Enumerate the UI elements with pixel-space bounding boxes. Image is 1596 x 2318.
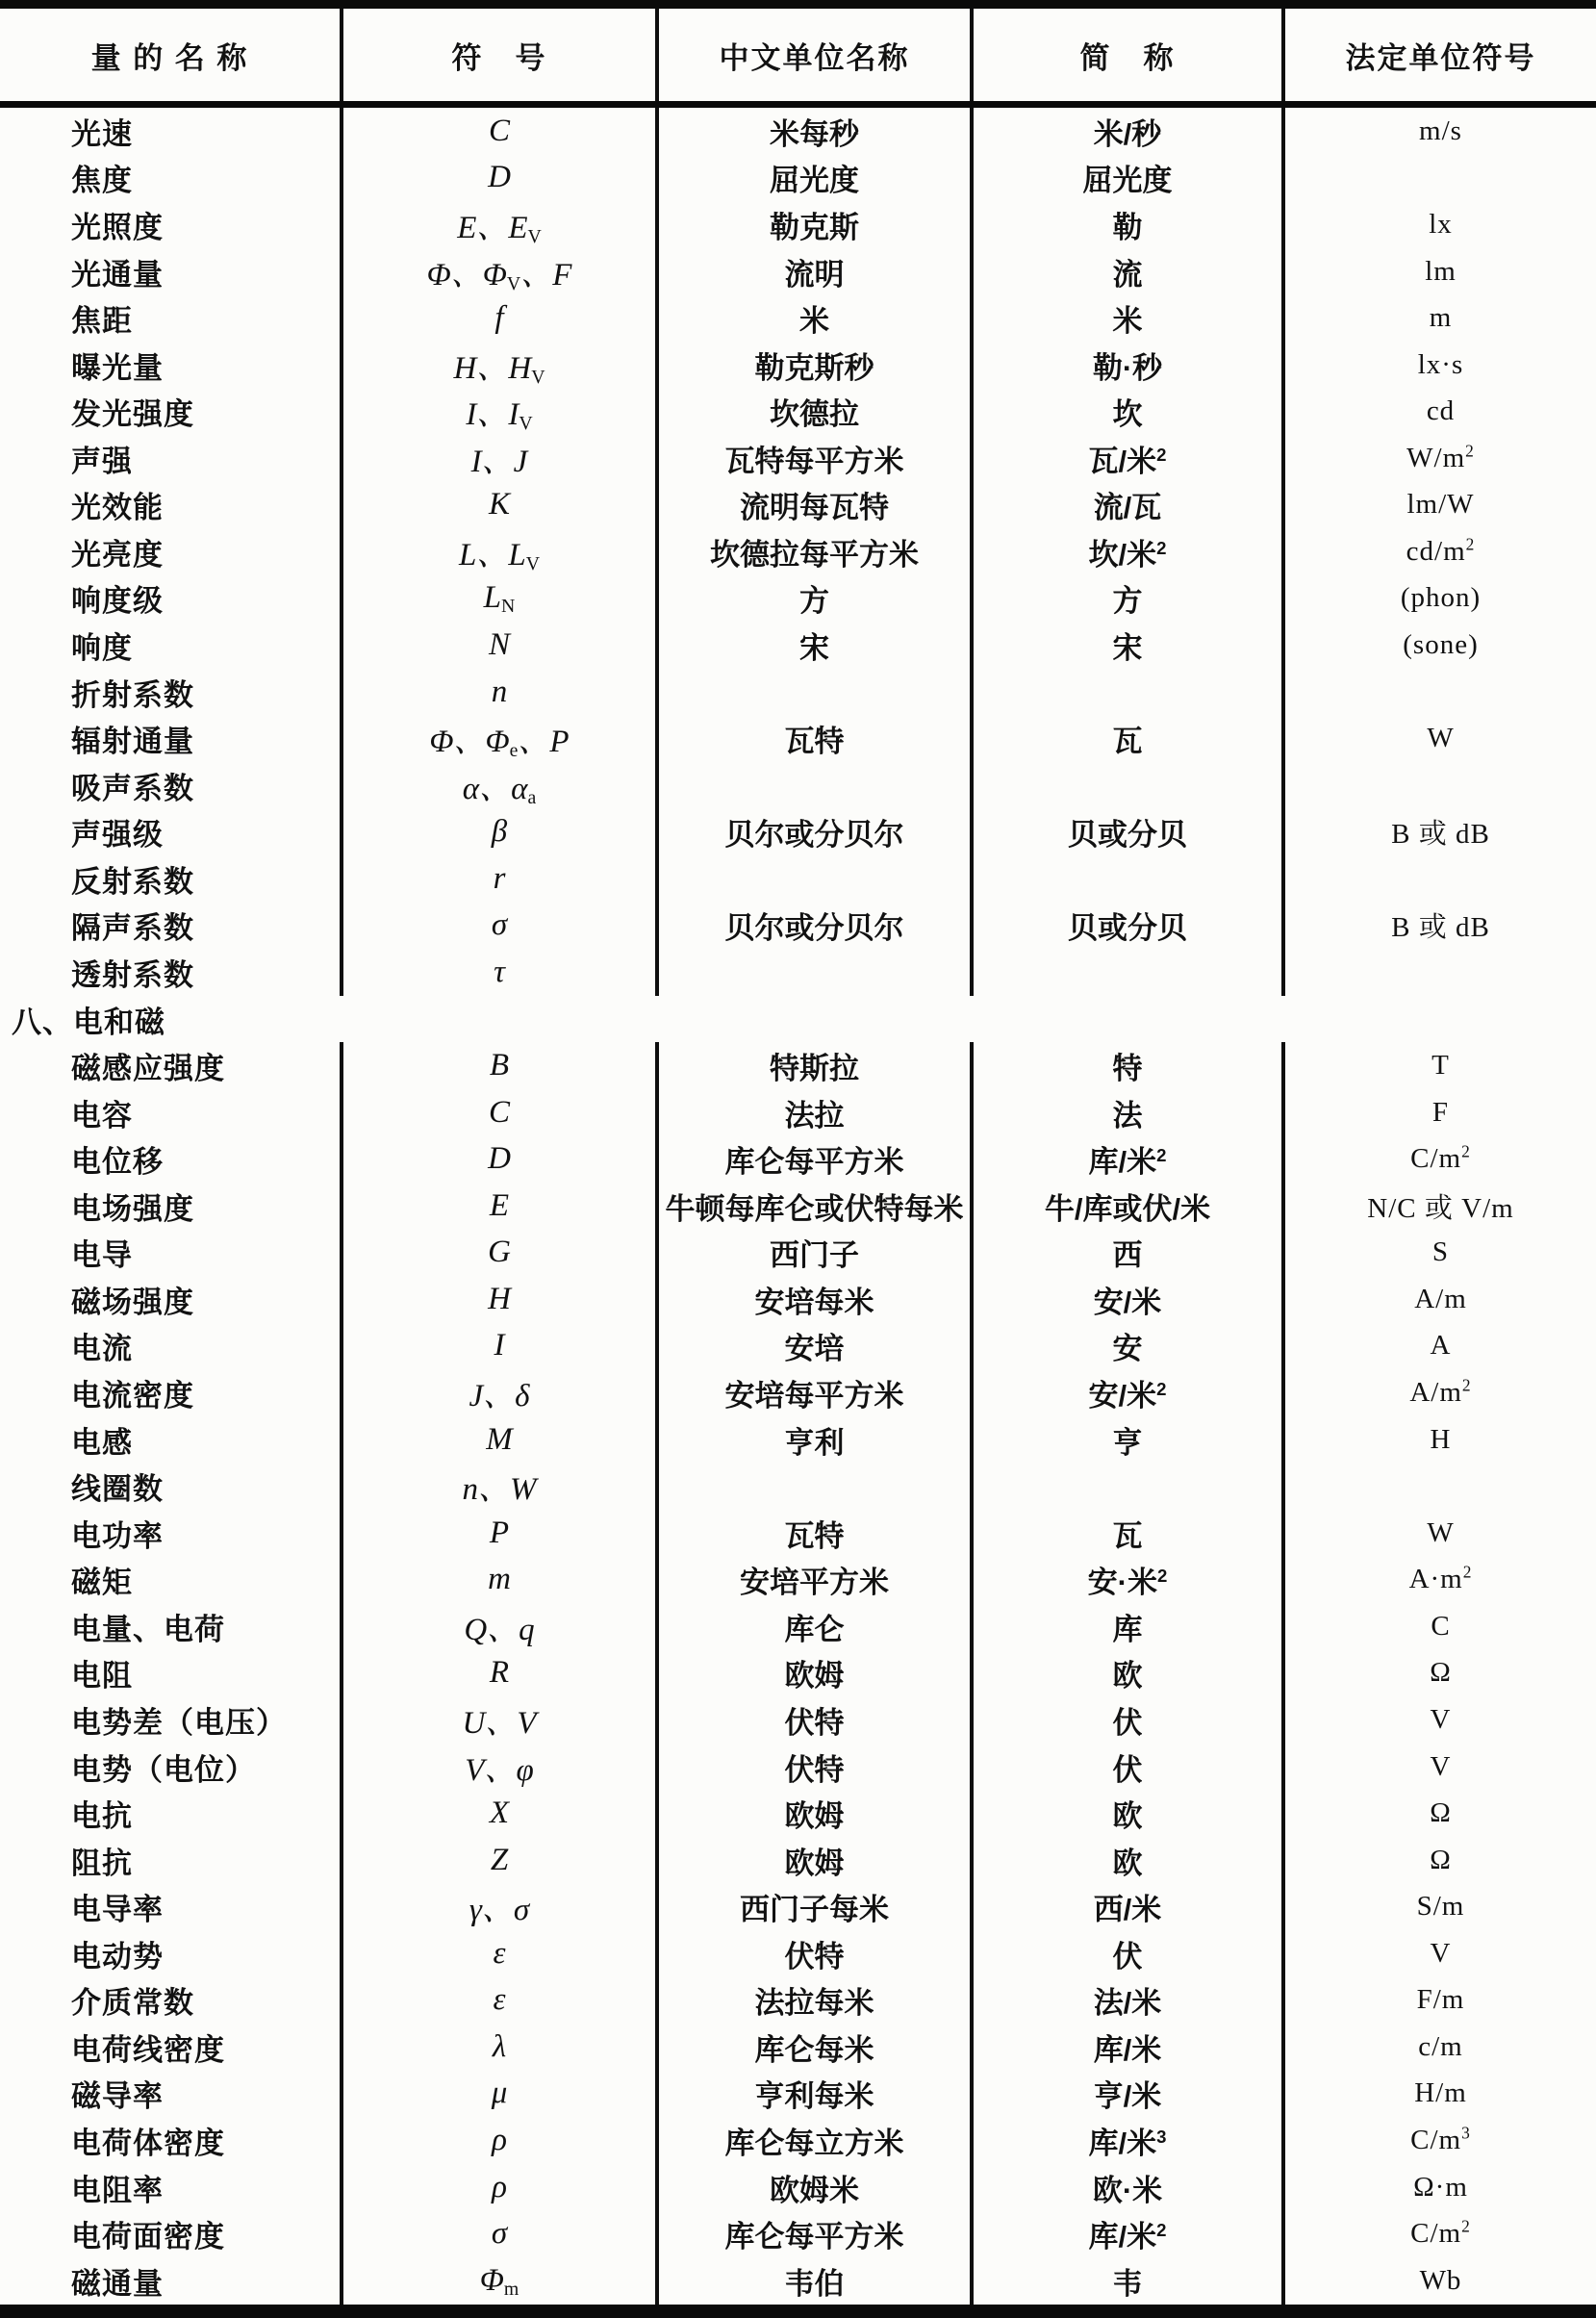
cell-legal-unit-symbol: cd xyxy=(1283,388,1596,435)
cell-symbol: P xyxy=(342,1510,657,1557)
cell-quantity-name: 电流密度 xyxy=(71,1379,194,1414)
cell-chinese-unit-name: 伏特 xyxy=(657,1744,972,1791)
cell-legal-unit-symbol: $cd/m^2$ xyxy=(1283,528,1596,575)
cell-short-name: 法/米 xyxy=(972,1977,1283,2025)
cell-quantity-name: 电荷线密度 xyxy=(71,2032,225,2067)
cell-legal-unit-symbol xyxy=(1283,949,1596,996)
cell-short-name: 安/米 xyxy=(972,1276,1283,1323)
cell-short-name: 安·米$^2$ xyxy=(972,1556,1283,1603)
cell-chinese-unit-name: 安培每米 xyxy=(657,1276,972,1323)
cell-short-name: 米 xyxy=(972,294,1283,342)
cell-symbol: f xyxy=(342,294,657,342)
table-row xyxy=(0,1837,1596,1884)
table-row xyxy=(0,2071,1596,2118)
cell-symbol: $L_N$ xyxy=(342,575,657,623)
cell-symbol: λ xyxy=(342,2024,657,2071)
table-row xyxy=(0,1603,1596,1650)
cell-short-name xyxy=(972,669,1283,716)
section-row xyxy=(0,996,1596,1043)
cell-chinese-unit-name: 瓦特每平方米 xyxy=(657,435,972,482)
cell-quantity-name: 响度级 xyxy=(71,584,164,619)
cell-short-name: 安 xyxy=(972,1323,1283,1370)
cell-short-name: 坎/米$^2$ xyxy=(972,528,1283,575)
cell-short-name xyxy=(972,855,1283,903)
cell-chinese-unit-name: 安培 xyxy=(657,1323,972,1370)
cell-short-name: 欧 xyxy=(972,1650,1283,1697)
cell-quantity-name: 隔声系数 xyxy=(71,911,194,946)
cell-quantity-name: 磁感应强度 xyxy=(71,1052,225,1086)
cell-symbol: U、V xyxy=(342,1696,657,1744)
table-row xyxy=(0,248,1596,295)
cell-quantity-name: 电功率 xyxy=(71,1518,164,1553)
cell-quantity-name: 电阻 xyxy=(71,1659,133,1694)
table-row xyxy=(0,2024,1596,2071)
table-row xyxy=(0,622,1596,669)
cell-quantity-name: 电导 xyxy=(71,1238,133,1273)
cell-symbol: n xyxy=(342,669,657,716)
cell-short-name: 贝或分贝 xyxy=(972,903,1283,950)
cell-symbol: E xyxy=(342,1183,657,1230)
cell-chinese-unit-name: 亨利每米 xyxy=(657,2071,972,2118)
cell-quantity-name: 电感 xyxy=(71,1425,133,1460)
table-row xyxy=(0,1276,1596,1323)
cell-short-name: 欧 xyxy=(972,1837,1283,1884)
cell-chinese-unit-name: 米每秒 xyxy=(657,105,972,155)
cell-quantity-name: 光速 xyxy=(71,116,133,151)
cell-quantity-name: 电抗 xyxy=(71,1799,133,1834)
cell-chinese-unit-name: 瓦特 xyxy=(657,1510,972,1557)
table-row xyxy=(0,294,1596,342)
cell-legal-unit-symbol: V xyxy=(1283,1696,1596,1744)
cell-chinese-unit-name: 宋 xyxy=(657,622,972,669)
cell-short-name: 勒·秒 xyxy=(972,342,1283,389)
cell-legal-unit-symbol: (phon) xyxy=(1283,575,1596,623)
header-short-name: 简 称 xyxy=(972,5,1283,105)
cell-chinese-unit-name: 贝尔或分贝尔 xyxy=(657,808,972,855)
cell-legal-unit-symbol: lx·s xyxy=(1283,342,1596,389)
cell-short-name: 贝或分贝 xyxy=(972,808,1283,855)
cell-short-name: 库/米$^2$ xyxy=(972,1135,1283,1183)
table-row xyxy=(0,201,1596,248)
cell-chinese-unit-name: 库仑每米 xyxy=(657,2024,972,2071)
table-row xyxy=(0,1042,1596,1089)
cell-short-name: 亨 xyxy=(972,1416,1283,1464)
cell-quantity-name: 反射系数 xyxy=(71,864,194,899)
cell-symbol: H xyxy=(342,1276,657,1323)
cell-legal-unit-symbol: $C/m^2$ xyxy=(1283,2210,1596,2257)
table-row xyxy=(0,1230,1596,1277)
cell-legal-unit-symbol: F xyxy=(1283,1089,1596,1136)
cell-legal-unit-symbol: A/m xyxy=(1283,1276,1596,1323)
cell-symbol: V、φ xyxy=(342,1744,657,1791)
cell-symbol: N xyxy=(342,622,657,669)
cell-short-name: 流/瓦 xyxy=(972,482,1283,529)
cell-quantity-name: 电势（电位） xyxy=(71,1752,256,1787)
cell-chinese-unit-name: 贝尔或分贝尔 xyxy=(657,903,972,950)
cell-symbol: β xyxy=(342,808,657,855)
cell-chinese-unit-name: 特斯拉 xyxy=(657,1042,972,1089)
cell-short-name: 流 xyxy=(972,248,1283,295)
cell-quantity-name: 光通量 xyxy=(71,257,164,292)
cell-quantity-name: 声强级 xyxy=(71,818,164,853)
cell-short-name: 坎 xyxy=(972,388,1283,435)
cell-quantity-name: 电动势 xyxy=(71,1939,164,1974)
table-row xyxy=(0,2117,1596,2164)
cell-quantity-name: 折射系数 xyxy=(71,677,194,712)
cell-legal-unit-symbol: B 或 dB xyxy=(1283,808,1596,855)
cell-symbol: C xyxy=(342,105,657,155)
cell-legal-unit-symbol: $A/m^2$ xyxy=(1283,1369,1596,1416)
cell-legal-unit-symbol: Ω xyxy=(1283,1837,1596,1884)
cell-chinese-unit-name: 库仑每平方米 xyxy=(657,2210,972,2257)
header-symbol: 符 号 xyxy=(342,5,657,105)
table-row xyxy=(0,1556,1596,1603)
cell-legal-unit-symbol: V xyxy=(1283,1744,1596,1791)
table-row xyxy=(0,1883,1596,1930)
cell-symbol: μ xyxy=(342,2071,657,2118)
cell-legal-unit-symbol xyxy=(1283,155,1596,202)
table-row xyxy=(0,1089,1596,1136)
cell-short-name: 韦 xyxy=(972,2257,1283,2311)
table-row xyxy=(0,1977,1596,2025)
table-row xyxy=(0,1135,1596,1183)
cell-quantity-name: 发光强度 xyxy=(71,397,194,432)
cell-quantity-name: 焦距 xyxy=(71,304,133,339)
cell-legal-unit-symbol: A xyxy=(1283,1323,1596,1370)
table-row xyxy=(0,855,1596,903)
cell-legal-unit-symbol xyxy=(1283,669,1596,716)
cell-legal-unit-symbol: N/C 或 V/m xyxy=(1283,1183,1596,1230)
cell-legal-unit-symbol: lx xyxy=(1283,201,1596,248)
header-legal-unit-symbol: 法定单位符号 xyxy=(1283,5,1596,105)
cell-symbol: L、$L_V$ xyxy=(342,528,657,575)
cell-chinese-unit-name: 方 xyxy=(657,575,972,623)
table-row xyxy=(0,388,1596,435)
cell-symbol: ρ xyxy=(342,2164,657,2211)
cell-legal-unit-symbol: C xyxy=(1283,1603,1596,1650)
table-row xyxy=(0,435,1596,482)
cell-symbol: X xyxy=(342,1790,657,1837)
cell-legal-unit-symbol: Ω·m xyxy=(1283,2164,1596,2211)
header-quantity-name: 量 的 名 称 xyxy=(0,5,342,105)
cell-chinese-unit-name: 屈光度 xyxy=(657,155,972,202)
cell-chinese-unit-name: 流明 xyxy=(657,248,972,295)
cell-legal-unit-symbol: Ω xyxy=(1283,1790,1596,1837)
cell-chinese-unit-name: 欧姆 xyxy=(657,1650,972,1697)
cell-symbol: D xyxy=(342,1135,657,1183)
table-row xyxy=(0,1416,1596,1464)
cell-quantity-name: 响度 xyxy=(71,631,133,666)
cell-quantity-name: 透射系数 xyxy=(71,957,194,992)
cell-chinese-unit-name: 伏特 xyxy=(657,1930,972,1977)
cell-legal-unit-symbol: m xyxy=(1283,294,1596,342)
cell-short-name: 屈光度 xyxy=(972,155,1283,202)
cell-quantity-name: 光效能 xyxy=(71,491,164,525)
cell-quantity-name: 电位移 xyxy=(71,1145,164,1180)
cell-chinese-unit-name: 伏特 xyxy=(657,1696,972,1744)
cell-quantity-name: 线圈数 xyxy=(71,1472,164,1507)
cell-short-name: 特 xyxy=(972,1042,1283,1089)
cell-chinese-unit-name: 牛顿每库仑或伏特每米 xyxy=(657,1183,972,1230)
cell-quantity-name: 磁场强度 xyxy=(71,1285,194,1319)
cell-short-name: 安/米$^2$ xyxy=(972,1369,1283,1416)
cell-short-name: 库 xyxy=(972,1603,1283,1650)
cell-chinese-unit-name xyxy=(657,669,972,716)
cell-legal-unit-symbol: H/m xyxy=(1283,2071,1596,2118)
cell-short-name: 库/米$^2$ xyxy=(972,2210,1283,2257)
cell-quantity-name: 声强 xyxy=(71,444,133,478)
table-row xyxy=(0,528,1596,575)
cell-short-name xyxy=(972,762,1283,809)
cell-chinese-unit-name xyxy=(657,855,972,903)
cell-chinese-unit-name: 勒克斯 xyxy=(657,201,972,248)
table-row xyxy=(0,1650,1596,1697)
cell-chinese-unit-name: 瓦特 xyxy=(657,715,972,762)
cell-symbol: H、$H_V$ xyxy=(342,342,657,389)
cell-legal-unit-symbol: W xyxy=(1283,1510,1596,1557)
cell-short-name: 牛/库或伏/米 xyxy=(972,1183,1283,1230)
cell-short-name xyxy=(972,1463,1283,1510)
cell-symbol: m xyxy=(342,1556,657,1603)
table-row xyxy=(0,342,1596,389)
cell-legal-unit-symbol: B 或 dB xyxy=(1283,903,1596,950)
cell-quantity-name: 光照度 xyxy=(71,210,164,244)
cell-quantity-name: 电阻率 xyxy=(71,2173,164,2207)
table-row xyxy=(0,1930,1596,1977)
cell-symbol: γ、σ xyxy=(342,1883,657,1930)
header-chinese-unit-name: 中文单位名称 xyxy=(657,5,972,105)
cell-symbol: α、$\alpha_a$ xyxy=(342,762,657,809)
cell-legal-unit-symbol: S/m xyxy=(1283,1883,1596,1930)
cell-symbol: Φ、$\Phi_e$、P xyxy=(342,715,657,762)
cell-quantity-name: 光亮度 xyxy=(71,537,164,572)
cell-symbol: ε xyxy=(342,1977,657,2025)
cell-chinese-unit-name: 库仑每立方米 xyxy=(657,2117,972,2164)
table-row xyxy=(0,2210,1596,2257)
table-row xyxy=(0,1744,1596,1791)
cell-quantity-name: 电流 xyxy=(71,1332,133,1366)
cell-chinese-unit-name: 库仑 xyxy=(657,1603,972,1650)
cell-symbol: J、δ xyxy=(342,1369,657,1416)
cell-short-name: 宋 xyxy=(972,622,1283,669)
cell-quantity-name: 阻抗 xyxy=(71,1846,133,1880)
cell-legal-unit-symbol xyxy=(1283,855,1596,903)
section-title: 八、电和磁 xyxy=(12,1005,165,1039)
cell-symbol: Z xyxy=(342,1837,657,1884)
table-row xyxy=(0,1369,1596,1416)
table-header xyxy=(0,5,1596,105)
cell-chinese-unit-name: 勒克斯秒 xyxy=(657,342,972,389)
cell-short-name: 伏 xyxy=(972,1696,1283,1744)
cell-quantity-name: 磁通量 xyxy=(71,2266,164,2301)
cell-legal-unit-symbol: c/m xyxy=(1283,2024,1596,2071)
cell-short-name: 米/秒 xyxy=(972,105,1283,155)
cell-quantity-name: 磁矩 xyxy=(71,1566,133,1600)
cell-chinese-unit-name: 亨利 xyxy=(657,1416,972,1464)
table-row xyxy=(0,808,1596,855)
table-row xyxy=(0,2164,1596,2211)
cell-symbol: I、$I_V$ xyxy=(342,388,657,435)
cell-symbol: ε xyxy=(342,1930,657,1977)
cell-legal-unit-symbol: S xyxy=(1283,1230,1596,1277)
table-row xyxy=(0,155,1596,202)
cell-symbol: I xyxy=(342,1323,657,1370)
cell-quantity-name: 电量、电荷 xyxy=(71,1612,225,1646)
cell-chinese-unit-name: 安培每平方米 xyxy=(657,1369,972,1416)
table-row xyxy=(0,1323,1596,1370)
cell-legal-unit-symbol xyxy=(1283,762,1596,809)
cell-chinese-unit-name: 西门子每米 xyxy=(657,1883,972,1930)
cell-legal-unit-symbol: H xyxy=(1283,1416,1596,1464)
table-row xyxy=(0,575,1596,623)
cell-legal-unit-symbol: V xyxy=(1283,1930,1596,1977)
cell-chinese-unit-name: 安培平方米 xyxy=(657,1556,972,1603)
cell-symbol: ρ xyxy=(342,2117,657,2164)
cell-short-name: 欧·米 xyxy=(972,2164,1283,2211)
cell-symbol: G xyxy=(342,1230,657,1277)
cell-quantity-name: 吸声系数 xyxy=(71,771,194,805)
cell-short-name: 亨/米 xyxy=(972,2071,1283,2118)
cell-short-name: 瓦/米$^2$ xyxy=(972,435,1283,482)
cell-legal-unit-symbol: $W/m^2$ xyxy=(1283,435,1596,482)
cell-chinese-unit-name: 欧姆米 xyxy=(657,2164,972,2211)
cell-chinese-unit-name: 欧姆 xyxy=(657,1837,972,1884)
cell-chinese-unit-name: 法拉每米 xyxy=(657,1977,972,2025)
table-row xyxy=(0,669,1596,716)
cell-chinese-unit-name: 库仑每平方米 xyxy=(657,1135,972,1183)
cell-quantity-name: 电荷体密度 xyxy=(71,2127,225,2161)
cell-short-name: 库/米 xyxy=(972,2024,1283,2071)
cell-symbol: B xyxy=(342,1042,657,1089)
table-row xyxy=(0,2257,1596,2311)
cell-quantity-name: 电场强度 xyxy=(71,1191,194,1226)
cell-symbol: R xyxy=(342,1650,657,1697)
cell-symbol: I、J xyxy=(342,435,657,482)
cell-quantity-name: 焦度 xyxy=(71,164,133,198)
cell-symbol: r xyxy=(342,855,657,903)
cell-legal-unit-symbol xyxy=(1283,1463,1596,1510)
cell-quantity-name: 电势差（电压） xyxy=(71,1705,287,1740)
table-row xyxy=(0,482,1596,529)
table-row xyxy=(0,1696,1596,1744)
table-body xyxy=(0,105,1596,2312)
cell-quantity-name: 曝光量 xyxy=(71,350,164,385)
table-row xyxy=(0,762,1596,809)
cell-legal-unit-symbol: $C/m^3$ xyxy=(1283,2117,1596,2164)
cell-chinese-unit-name: 坎德拉每平方米 xyxy=(657,528,972,575)
cell-short-name: 方 xyxy=(972,575,1283,623)
cell-short-name: 伏 xyxy=(972,1930,1283,1977)
table-row xyxy=(0,1183,1596,1230)
cell-short-name: 库/米$^3$ xyxy=(972,2117,1283,2164)
cell-chinese-unit-name: 流明每瓦特 xyxy=(657,482,972,529)
table-row xyxy=(0,903,1596,950)
cell-legal-unit-symbol: lm xyxy=(1283,248,1596,295)
cell-chinese-unit-name xyxy=(657,1463,972,1510)
cell-legal-unit-symbol: F/m xyxy=(1283,1977,1596,2025)
cell-short-name: 瓦 xyxy=(972,1510,1283,1557)
cell-chinese-unit-name: 米 xyxy=(657,294,972,342)
cell-quantity-name: 电导率 xyxy=(71,1893,164,1927)
cell-quantity-name: 磁导率 xyxy=(71,2079,164,2114)
cell-symbol: D xyxy=(342,155,657,202)
table-row xyxy=(0,1790,1596,1837)
cell-legal-unit-symbol: W xyxy=(1283,715,1596,762)
cell-short-name: 瓦 xyxy=(972,715,1283,762)
cell-short-name: 欧 xyxy=(972,1790,1283,1837)
cell-legal-unit-symbol: lm/W xyxy=(1283,482,1596,529)
cell-symbol: C xyxy=(342,1089,657,1136)
cell-short-name: 勒 xyxy=(972,201,1283,248)
cell-legal-unit-symbol: Ω xyxy=(1283,1650,1596,1697)
cell-symbol: σ xyxy=(342,903,657,950)
cell-legal-unit-symbol: m/s xyxy=(1283,105,1596,155)
table-row xyxy=(0,1510,1596,1557)
cell-short-name: 西/米 xyxy=(972,1883,1283,1930)
cell-chinese-unit-name: 法拉 xyxy=(657,1089,972,1136)
cell-short-name: 西 xyxy=(972,1230,1283,1277)
cell-symbol: Q、q xyxy=(342,1603,657,1650)
cell-symbol: σ xyxy=(342,2210,657,2257)
cell-quantity-name: 电容 xyxy=(71,1098,133,1133)
cell-chinese-unit-name: 坎德拉 xyxy=(657,388,972,435)
table-row xyxy=(0,715,1596,762)
cell-quantity-name: 辐射通量 xyxy=(71,725,194,759)
table-row xyxy=(0,1463,1596,1510)
cell-symbol: K xyxy=(342,482,657,529)
cell-legal-unit-symbol: $C/m^2$ xyxy=(1283,1135,1596,1183)
cell-legal-unit-symbol: (sone) xyxy=(1283,622,1596,669)
table-row xyxy=(0,949,1596,996)
cell-legal-unit-symbol: T xyxy=(1283,1042,1596,1089)
cell-symbol: M xyxy=(342,1416,657,1464)
cell-short-name xyxy=(972,949,1283,996)
cell-short-name: 法 xyxy=(972,1089,1283,1136)
table-row xyxy=(0,105,1596,155)
cell-symbol: E、$E_V$ xyxy=(342,201,657,248)
cell-chinese-unit-name xyxy=(657,949,972,996)
cell-symbol: n、W xyxy=(342,1463,657,1510)
cell-chinese-unit-name xyxy=(657,762,972,809)
cell-legal-unit-symbol: Wb xyxy=(1283,2257,1596,2311)
cell-symbol: τ xyxy=(342,949,657,996)
cell-quantity-name: 介质常数 xyxy=(71,1986,194,2021)
cell-symbol: $\Phi_m$ xyxy=(342,2257,657,2311)
cell-chinese-unit-name: 欧姆 xyxy=(657,1790,972,1837)
header-row xyxy=(0,5,1596,105)
cell-chinese-unit-name: 西门子 xyxy=(657,1230,972,1277)
cell-short-name: 伏 xyxy=(972,1744,1283,1791)
cell-quantity-name: 电荷面密度 xyxy=(71,2220,225,2254)
cell-legal-unit-symbol: $A\cdot m^2$ xyxy=(1283,1556,1596,1603)
cell-symbol: Φ、$\Phi_V$、F xyxy=(342,248,657,295)
cell-chinese-unit-name: 韦伯 xyxy=(657,2257,972,2311)
